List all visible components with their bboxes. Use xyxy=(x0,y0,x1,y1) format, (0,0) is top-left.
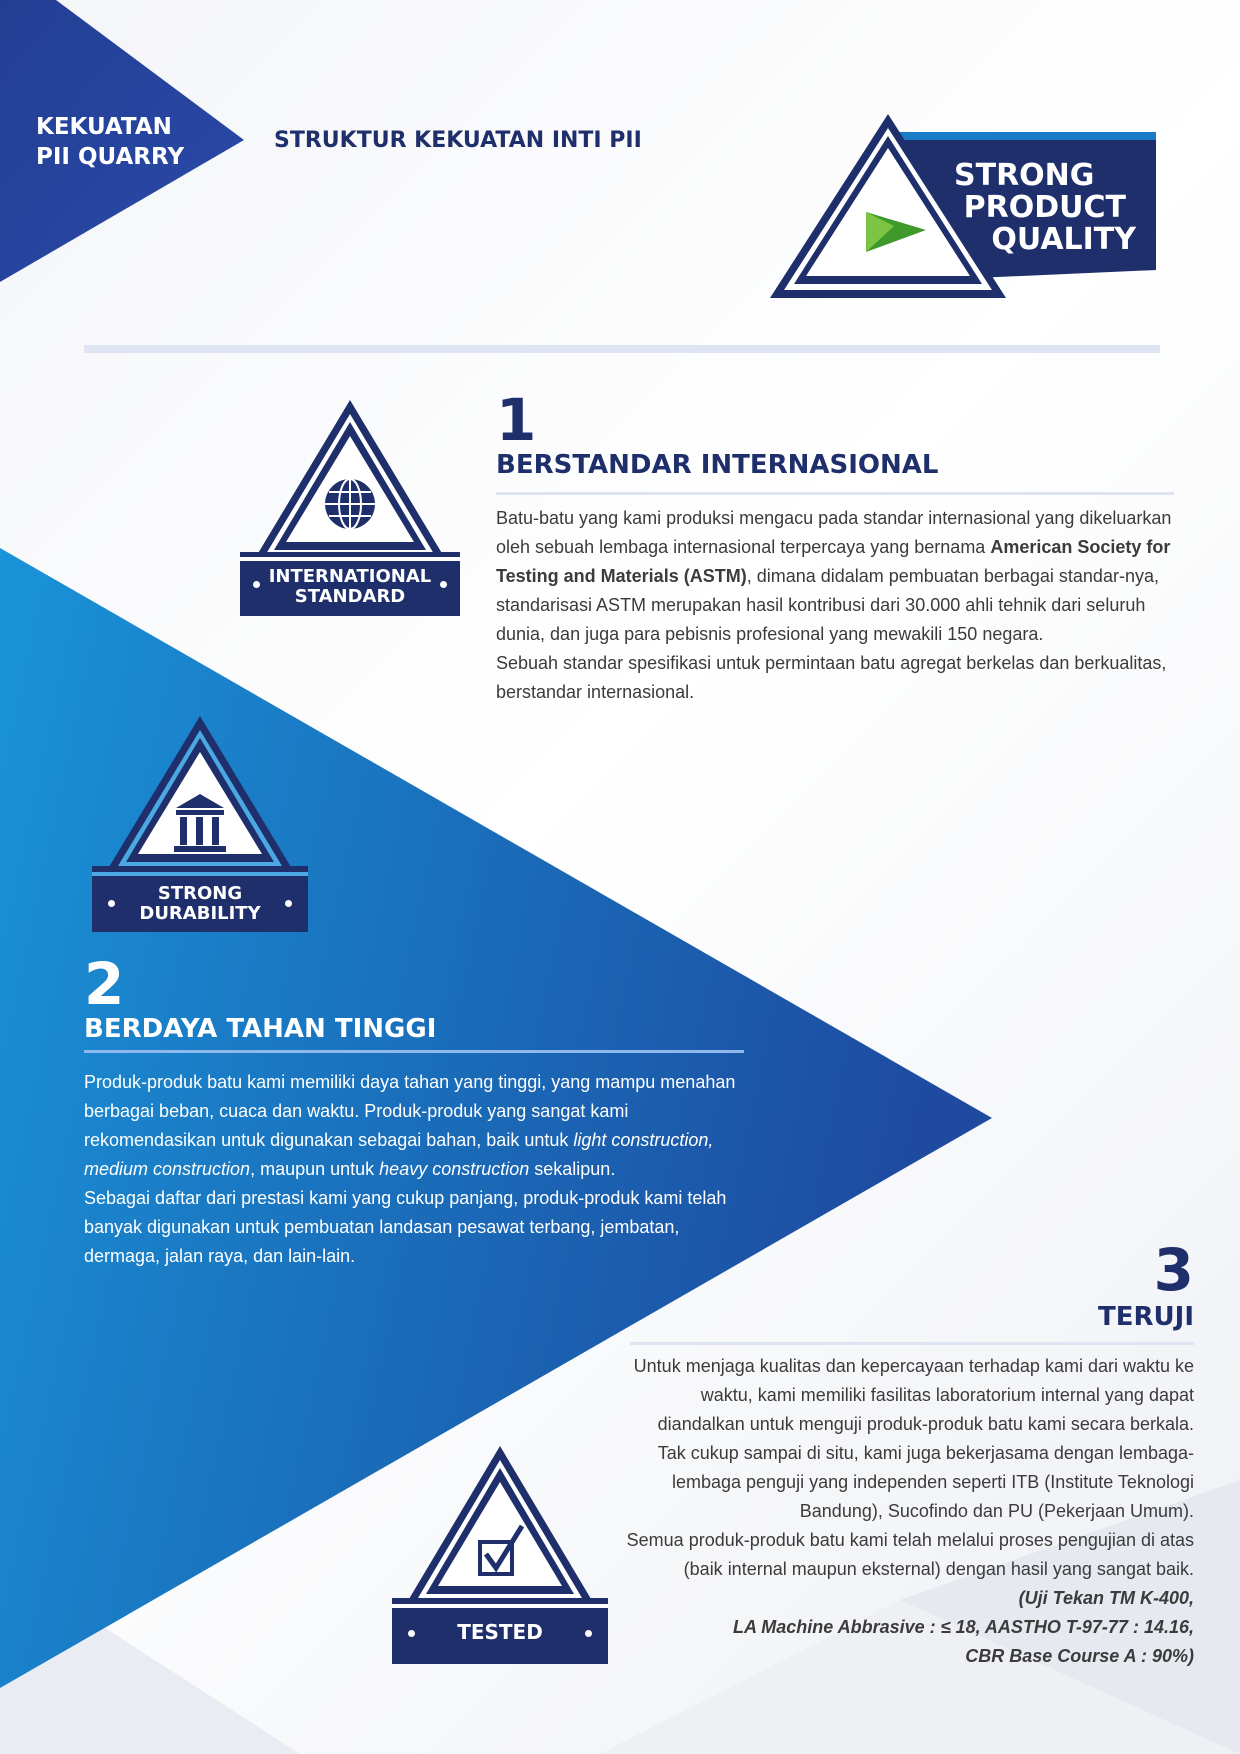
heavy-construction: heavy construction xyxy=(379,1159,530,1179)
section-3-paragraph-2: Tak cukup sampai di situ, kami juga bekerjasama dengan lembaga-lembaga penguji yang independen seperti ITB (Institute Teknologi Bandung), Sucofindo dan PU (Pekerjaan Umum). xyxy=(657,1443,1194,1521)
test-note-line3: CBR Base Course A : 90%) xyxy=(965,1646,1194,1666)
section-2-paragraph-2: Sebagai daftar dari prestasi kami yang cukup panjang, produk-produk kami telah banyak digunakan untuk pembuatan landasan pesawat terbang, jembatan, dermaga, jalan raya, dan lain-lain. xyxy=(84,1188,727,1266)
astm-name: American Society for Testing and Materials (ASTM) xyxy=(496,537,1171,586)
section-2-body xyxy=(84,1068,754,1271)
light-medium-construction: light construction, medium construction xyxy=(84,1130,714,1179)
section-2-rule xyxy=(84,1050,744,1053)
section-2-number: 2 xyxy=(84,950,125,1018)
test-note-line2: LA Machine Abbrasive : ≤ 18, AASTHO T-97-77 : 14.16, xyxy=(732,1617,1194,1637)
corner-label xyxy=(36,112,184,172)
section-1-paragraph-2: Sebuah standar spesifikasi untuk permintaan batu agregat berkelas dan berkualitas, berstandar internasional. xyxy=(496,653,1167,702)
section-3-heading: TERUJI xyxy=(1098,1302,1194,1332)
section-3-rule xyxy=(630,1342,1194,1345)
section-1-number: 1 xyxy=(496,386,537,454)
strong-durability-label xyxy=(92,884,308,924)
section-2-heading: BERDAYA TAHAN TINGGI xyxy=(84,1014,437,1044)
corner-label-line2: PII QUARRY xyxy=(36,144,185,170)
corner-label-line1: KEKUATAN xyxy=(36,114,172,140)
section-1-body xyxy=(496,504,1178,707)
page-title: STRUKTUR KEKUATAN INTI PII xyxy=(274,128,642,153)
badge-line-product: PRODUCT xyxy=(963,190,1126,225)
test-note-line1: (Uji Tekan TM K-400, xyxy=(1018,1588,1194,1608)
section-3-number: 3 xyxy=(1153,1236,1194,1304)
badge2-line2: DURABILITY xyxy=(139,903,261,924)
section-1-heading: BERSTANDAR INTERNASIONAL xyxy=(496,450,939,480)
badge-line-quality: QUALITY xyxy=(991,222,1136,257)
badge2-line1: STRONG xyxy=(157,883,243,904)
section-2-paragraph-1: Produk-produk batu kami memiliki daya tahan yang tinggi, yang mampu menahan berbagai beban, cuaca dan waktu. Produk-produk yang sangat kami rekomendasikan untuk digunakan sebagai bahan, baik untuk light construction, medium construction, maupun untuk heavy construction sekalipun. xyxy=(84,1072,736,1179)
test-note xyxy=(610,1584,1194,1671)
section-3-body xyxy=(610,1352,1194,1671)
globe-icon xyxy=(325,479,375,529)
section-3-paragraph-3: Semua produk-produk batu kami telah melalui proses pengujian di atas (baik internal maupun eksternal) dengan hasil yang sangat baik. xyxy=(626,1530,1194,1579)
top-divider xyxy=(84,345,1160,353)
section-3-paragraph-1: Untuk menjaga kualitas dan kepercayaan terhadap kami dari waktu ke waktu, kami memiliki fasilitas laboratorium internal yang dapat diandalkan untuk menguji produk-produk batu kami secara berkala. xyxy=(633,1356,1194,1434)
international-standard-label xyxy=(240,567,460,607)
badge-line-strong: STRONG xyxy=(954,158,1095,193)
strong-product-quality-text xyxy=(900,160,1136,256)
section-1-paragraph-1: Batu-batu yang kami produksi mengacu pada standar internasional yang dikeluarkan oleh sebuah lembaga internasional terpercaya yang bernama American Society for Testing and Materials (ASTM), dimana didalam pembuatan berbagai standar-nya, standarisasi ASTM merupakan hasil kontribusi dari 30.000 ahli tehnik dari seluruh dunia, dan juga para pebisnis profesional yang mewakili 150 negara. xyxy=(496,508,1172,644)
section-1-rule xyxy=(496,492,1174,495)
tested-label: TESTED xyxy=(457,1620,543,1644)
badge1-line1: INTERNATIONAL xyxy=(268,566,432,587)
badge1-line2: STANDARD xyxy=(294,586,406,607)
